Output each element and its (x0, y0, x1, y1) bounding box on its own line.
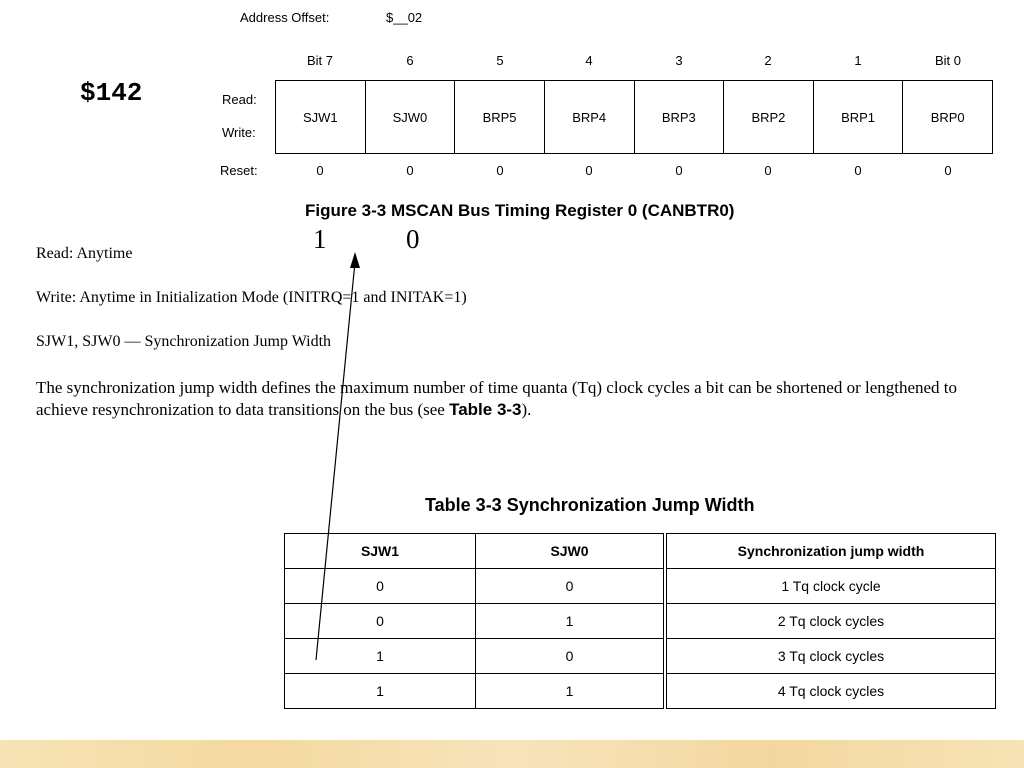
table-header: SJW1 (285, 534, 476, 569)
arrow-line (316, 262, 355, 660)
field-description-heading: SJW1, SJW0 — Synchronization Jump Width (36, 333, 332, 350)
table-cell: 4 Tq clock cycles (665, 674, 996, 709)
register-field: BRP1 (813, 81, 903, 153)
table-cell: 0 (476, 569, 666, 604)
table-cell: 1 (285, 639, 476, 674)
annotation-digit-zero: 0 (406, 224, 420, 254)
reset-value: 0 (406, 163, 414, 178)
register-field: BRP3 (634, 81, 724, 153)
read-label: Read: (222, 92, 257, 107)
address-offset-label: Address Offset: (240, 10, 330, 25)
paragraph-text: The synchronization jump width defines the maximum number of time quanta (Tq) clock cycles a bit can be shortened or lengthened to achieve resynchronization to data transitions on the bus (see (36, 378, 958, 419)
write-label: Write: (222, 125, 256, 140)
register-field: BRP2 (723, 81, 813, 153)
table-caption: Table 3-3 Synchronization Jump Width (425, 495, 755, 515)
reset-value: 0 (764, 163, 772, 178)
bit-header: 6 (406, 53, 414, 68)
register-field: BRP4 (544, 81, 634, 153)
register-field: BRP5 (454, 81, 544, 153)
register-field: SJW1 (302, 109, 338, 125)
reset-value: 0 (496, 163, 504, 178)
address-offset-value: $__02 (386, 10, 423, 25)
table-cell: 2 Tq clock cycles (665, 604, 996, 639)
paragraph-end: ). (521, 400, 532, 419)
footer-decorative-band (0, 740, 1024, 768)
table-header: Synchronization jump width (665, 534, 996, 569)
register-field: BRP0 (902, 81, 992, 153)
table-cell: 0 (476, 639, 666, 674)
table-cell: 1 (285, 674, 476, 709)
reset-value: 0 (585, 163, 593, 178)
table-header: SJW0 (476, 534, 666, 569)
reset-value: 0 (675, 163, 683, 178)
bit-header: Bit 0 (934, 53, 961, 68)
table-cell: 0 (285, 569, 476, 604)
bit-header: 2 (764, 53, 772, 68)
reset-value: 0 (944, 163, 952, 178)
table-reference: Table 3-3 (449, 400, 522, 419)
reset-value: 0 (854, 163, 862, 178)
figure-caption: Figure 3-3 MSCAN Bus Timing Register 0 (CANBTR0) (305, 201, 735, 220)
table-cell: 3 Tq clock cycles (665, 639, 996, 674)
bit-header: 5 (496, 53, 504, 68)
bit-header: 1 (854, 53, 862, 68)
bit-header: Bit 7 (306, 53, 333, 68)
reset-label: Reset: (220, 163, 258, 178)
table-cell: 0 (285, 604, 476, 639)
bit-header: 3 (675, 53, 683, 68)
arrow-head-icon (350, 252, 360, 268)
register-address: $142 (80, 78, 143, 108)
reset-value: 0 (316, 163, 324, 178)
read-access-text: Read: Anytime (36, 245, 133, 262)
register-field: SJW0 (365, 81, 455, 153)
table-cell: 1 Tq clock cycle (665, 569, 996, 604)
annotation-digit-one: 1 (313, 224, 327, 254)
table-cell: 1 (476, 604, 666, 639)
table-cell: 1 (476, 674, 666, 709)
write-access-text: Write: Anytime in Initialization Mode (INITRQ=1 and INITAK=1) (36, 289, 467, 306)
bit-header: 4 (585, 53, 593, 68)
